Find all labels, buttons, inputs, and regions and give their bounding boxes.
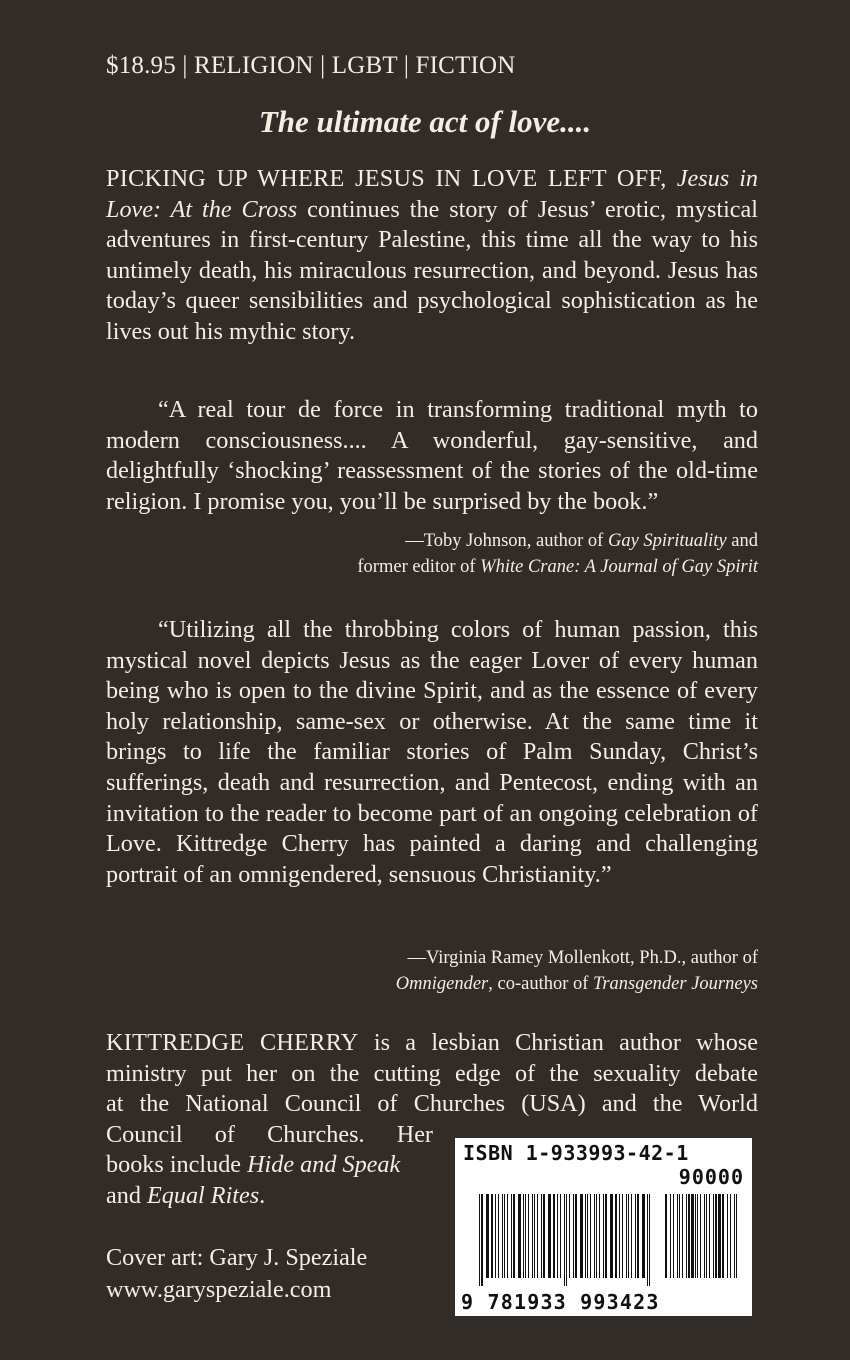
barcode-bar [504, 1194, 505, 1278]
bio-line3: at the National Council of Churches (USA) and the World [106, 1090, 758, 1118]
addon-bar [695, 1194, 696, 1278]
addon-bar [686, 1194, 687, 1278]
addon-bar [673, 1194, 674, 1278]
barcode-bar [622, 1194, 623, 1278]
barcode-bar [532, 1194, 533, 1278]
tagline: The ultimate act of love.... [258, 104, 592, 139]
barcode-bars [465, 1164, 745, 1290]
addon-bar [679, 1194, 680, 1278]
description-lead: PICKING UP WHERE JESUS IN LOVE LEFT OFF, [106, 165, 667, 192]
bio-line6-period: . [259, 1181, 266, 1209]
barcode-bar [557, 1194, 558, 1278]
description-body: continues the story of Jesus’ erotic, mystical adventures in first-century Palestine, this time all the way to his untimely death, his miraculous resurrection, and beyond. Jesus has today’s queer sensibilities and psychological sophistication as he lives out his mythic story. [106, 195, 758, 345]
quote-mollenkott-attribution [198, 946, 758, 997]
attr-mollenkott-book1: Omnigender [395, 973, 489, 994]
barcode-bar [481, 1194, 483, 1286]
addon-bar [734, 1194, 735, 1278]
barcode-bar [507, 1194, 508, 1278]
price-category-line: $18.95 | RELIGION | LGBT | FICTION [106, 52, 516, 79]
attr-johnson-suffix: and [726, 531, 758, 551]
barcode-bar [587, 1194, 588, 1278]
addon-bar [700, 1194, 701, 1278]
barcode-bar [534, 1194, 535, 1278]
barcode-bar [523, 1194, 524, 1278]
price-code: 90000 [678, 1165, 744, 1189]
barcode-bar [479, 1194, 480, 1286]
barcode-bar [528, 1194, 529, 1278]
attr-johnson-role: former editor of [357, 556, 481, 577]
barcode-bar [564, 1194, 565, 1286]
quote-mollenkott [106, 615, 758, 890]
addon-bar [665, 1194, 667, 1278]
barcode-bar [548, 1194, 551, 1278]
barcode-bar [495, 1194, 496, 1278]
barcode-bar [631, 1194, 632, 1278]
bio-line1: is a lesbian Christian author whose [358, 1029, 758, 1056]
barcode-bar [596, 1194, 597, 1278]
addon-bar [722, 1194, 724, 1278]
quote-mollenkott-text: “Utilizing all the throbbing colors of human passion, this mystical novel depicts Jesus as the eager Lover of every human being who is open to the divine Spirit, and as the essence of every holy relationship, same-sex or otherwise. At the same time it brings to life the familiar stories of Palm Sunday, Christ’s sufferings, death and resurrection, and Pentecost, ending with an invitation to the reader to become part of an ongoing celebration of Love. Kittredge Cherry has painted a daring and challenging portrait of an omnigendered, sensuous Christianity.” [106, 616, 758, 888]
addon-bar [697, 1194, 698, 1278]
cover-art-credit: Cover art: Gary J. Speziale [106, 1244, 368, 1271]
addon-bar [688, 1194, 690, 1278]
barcode-bar [569, 1194, 570, 1278]
attr-johnson-journal: White Crane: A Journal of Gay Spirit [480, 556, 758, 577]
barcode-bar [525, 1194, 526, 1278]
barcode-bar [637, 1194, 639, 1278]
cover-credits [106, 1242, 367, 1306]
bio-line2: ministry put her on the cutting edge of the sexuality debate [106, 1059, 758, 1087]
barcode-bar [537, 1194, 538, 1278]
addon-bar [718, 1194, 721, 1278]
barcode-bar [603, 1194, 604, 1278]
barcode-bar [610, 1194, 613, 1278]
barcode-bar [491, 1194, 493, 1278]
addon-bar [677, 1194, 678, 1278]
bio-book1: Hide and Speak [247, 1151, 401, 1179]
description-paragraph [106, 164, 758, 348]
barcode-bar [649, 1194, 650, 1286]
barcode-bar [566, 1194, 567, 1286]
barcode-bar [599, 1194, 600, 1278]
isbn-barcode [455, 1138, 752, 1316]
barcode-bar [575, 1194, 577, 1278]
barcode-bar [541, 1194, 542, 1278]
addon-bar [682, 1194, 683, 1278]
addon-bar [670, 1194, 671, 1278]
isbn-number: ISBN 1-933993-42-1 [463, 1141, 689, 1165]
barcode-bar [486, 1194, 489, 1278]
barcode-bar [573, 1194, 574, 1278]
barcode-bar [590, 1194, 591, 1278]
barcode-bar [580, 1194, 583, 1278]
barcode-bar [594, 1194, 595, 1278]
addon-bar [727, 1194, 728, 1278]
barcode-bar [543, 1194, 545, 1278]
barcode-bar [642, 1194, 645, 1278]
barcode-bar [511, 1194, 512, 1278]
barcode-bar [647, 1194, 648, 1286]
barcode-bar [635, 1194, 636, 1278]
bio-line6: and [106, 1181, 147, 1209]
ean-number: 9 781933 993423 [461, 1290, 660, 1314]
bio-line5: books include [106, 1151, 248, 1179]
addon-bar [715, 1194, 717, 1278]
author-name: KITTREDGE CHERRY [106, 1029, 359, 1056]
barcode-bar [518, 1194, 521, 1278]
barcode-bar [560, 1194, 561, 1278]
addon-bar [704, 1194, 705, 1278]
barcode-bar [585, 1194, 586, 1278]
addon-bar [730, 1194, 731, 1278]
attr-mollenkott-line1: —Virginia Ramey Mollenkott, Ph.D., author of [407, 948, 758, 968]
barcode-bar [502, 1194, 503, 1278]
attr-johnson-book: Gay Spirituality [607, 531, 727, 551]
barcode-bar [626, 1194, 627, 1278]
barcode-bar [628, 1194, 629, 1278]
attr-johnson-prefix: —Toby Johnson, author of [405, 531, 608, 551]
book-title: Jesus in Love: At the Cross [106, 165, 759, 223]
quote-johnson-attribution [198, 529, 758, 580]
addon-bar [713, 1194, 714, 1278]
barcode-bar [619, 1194, 620, 1278]
attr-mollenkott-book2: Transgender Journeys [593, 973, 758, 994]
attr-mollenkott-mid: , co-author of [488, 973, 594, 994]
addon-bar [691, 1194, 694, 1278]
addon-bar [706, 1194, 707, 1278]
addon-bar [736, 1194, 737, 1278]
barcode-bar [553, 1194, 555, 1278]
barcode-bar [498, 1194, 499, 1278]
barcode-bar [513, 1194, 515, 1278]
bio-line4: Council of Churches. Her [106, 1120, 433, 1148]
quote-johnson-text: “A real tour de force in transforming traditional myth to modern consciousness.... A wonderful, gay-sensitive, and delightfully ‘shocking’ reassessment of the stories of the old-time religion. I promise you, you’ll be surprised by the book.” [106, 396, 758, 515]
quote-johnson [106, 395, 758, 517]
barcode-bar [615, 1194, 617, 1278]
addon-bar [709, 1194, 710, 1278]
bio-book2: Equal Rites [146, 1181, 260, 1209]
artist-website: www.garyspeziale.com [106, 1276, 332, 1303]
barcode-bar [605, 1194, 607, 1278]
